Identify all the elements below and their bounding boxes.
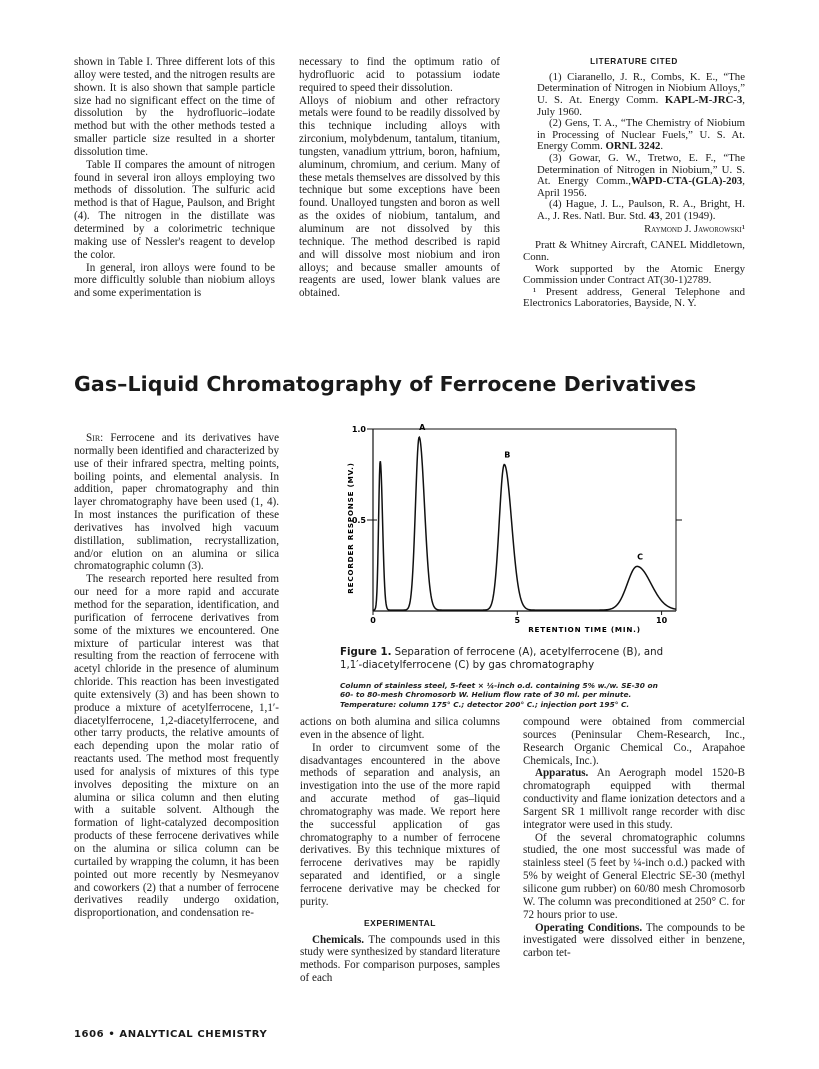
top-column-1 (74, 56, 275, 300)
chromatogram-trace (373, 437, 676, 610)
salutation: Sir: (86, 432, 104, 444)
peak-label: C (637, 552, 643, 562)
author-signature: Raymond J. Jaworowski¹ (644, 223, 745, 235)
x-tick-label: 10 (656, 616, 668, 625)
paragraph: In general, iron alloys were found to be more difficultly soluble than niobium alloys and some experimentation is (74, 261, 275, 300)
figure-caption: Figure 1. Separation of ferrocene (A), acetylferrocene (B), and 1,1′-diacetylferrocene (C) by gas chromatography (340, 647, 664, 671)
y-tick-label: 0.5 (351, 516, 366, 525)
paragraph: The research reported here resulted from our need for a more rapid and accurate method for the separation, identification, and purification of ferrocene derivatives from some of the mixtures we encountered. One mixture of particular interest was that resulting from the reaction of ferrocene with acetyl chloride in the presence of aluminum chloride. This reaction has been investigated quite extensively (3) and has been shown to produce a mixture of acetylferrocene, 1,1′-diacetylferrocene, 1,2-diacetylferrocene, and other tarry products, the relative amounts of each depending upon the molar ratio of reactants used. The method most frequently used for analysis of mixtures of this type involves depositing the mixture on an alumina or silica column and then eluting with a suitable solvent. Although the formation of light-catalyzed decomposition products of these ferrocene derivatives while on the alumina or silica column can be curtailed by wrapping the column, it has been pointed out more recently by Nesmeyanov and coworkers (2) that a number of ferrocene derivatives readily undergo oxidation, disproportionation, and condensation re- (74, 573, 279, 920)
reference-4: (4) Hague, J. L., Paulson, R. A., Bright, H. A., J. Res. Natl. Bur. Std. 43, 201 (1949). (537, 198, 745, 222)
x-tick-label: 0 (370, 616, 376, 625)
affiliation: Pratt & Whitney Aircraft, CANEL Middletown, Conn. (523, 239, 745, 263)
paragraph: Sir: Ferrocene and its derivatives have normally been identified and characterized by use of their infrared spectra, melting points, boiling points, and elemental analysis. In addition, paper chromatography and thin layer chromatography have been used (1, 4). In most instances the purification of these derivatives has involved high vacuum distillation, sublimation, recrystallization, and/or elution on an alumina or silica chromatographic column (3). (74, 432, 279, 573)
x-axis-label: RETENTION TIME (MIN.) (528, 625, 641, 634)
article-mid-column (300, 716, 500, 985)
paragraph: Operating Conditions. The compounds to be investigated were dissolved either in benzene, carbon tet- (523, 921, 745, 960)
peak-label: A (419, 423, 426, 433)
y-axis-label: RECORDER RESPONSE (MV.) (346, 462, 355, 594)
reference-3: (3) Gowar, G. W., Tretwo, E. F., “The Determination of Nitrogen in Niobium,” U. S. At. Energy Comm.,WAPD-CTA-(GLA)-203, April 1956. (537, 152, 745, 199)
page-footer: 1606 • ANALYTICAL CHEMISTRY (74, 1029, 268, 1040)
y-tick-label: 1.0 (351, 425, 366, 434)
paragraph: shown in Table I. Three different lots of this alloy were tested, and the nitrogen results are shown. It is also shown that sample particle size had no significant effect on the time of dissolution by the hydrofluoric–iodate method but with the other methods tested a smaller particle size resulted in a shorter dissolution time. (74, 56, 275, 158)
work-support-note: Work supported by the Atomic Energy Commission under Contract AT(30-1)2789. (523, 262, 745, 287)
literature-heading: LITERATURE CITED (590, 57, 678, 66)
literature-cited (523, 56, 745, 310)
top-column-2 (299, 56, 500, 300)
chromatogram-chart (330, 418, 806, 648)
reference-2: (2) Gens, T. A., “The Chemistry of Niobium in Processing of Nuclear Fuels,” U. S. At. Energy Comm. ORNL 3242. (537, 117, 745, 153)
paragraph: In order to circumvent some of the disadvantages encountered in the above methods of separation and analysis, an investigation into the use of the more rapid and accurate method of gas–liquid chromatography was made. We report here the successful application of gas chromatography to a number of ferrocene derivatives. By this technique mixtures of ferrocene derivatives may be rapidly separated and identified, or a single ferrocene derivative may be checked for purity. (300, 741, 500, 908)
paragraph: compound were obtained from commercial sources (Peninsular Chem-Research, Inc., Research Organic Chemical Co., Arapahoe Chemicals, Inc.). (523, 716, 745, 767)
paragraph: Of the several chromatographic columns studied, the one most successful was made of stainless steel (5 feet by ¼-inch o.d.) packed with 5% by weight of General Electric SE-30 (methyl silicone gum rubber) on 60/80 mesh Chromosorb W. The column was preconditioned at 250° C. for 72 hours prior to use. (523, 831, 745, 921)
article-left-column (74, 432, 279, 920)
paragraph: Alloys of niobium and other refractory metals were found to be readily dissolved by this technique including alloys with zirconium, molybdenum, tantalum, titanium, tungsten, vanadium yttrium, boron, hafnium, aluminum, chromium, and cerium. Many of these metals themselves are dissolved by this technique but some exceptions have been found. Unalloyed tungsten and boron as well as the oxides of niobium, tantalum, and aluminum are not dissolved by this technique. The method described is rapid and will dissolve most niobium and iron alloys; and because smaller amounts of reagents are used, lower blank values are obtained. (299, 94, 500, 300)
paragraph: necessary to find the optimum ratio of hydrofluoric acid to potassium iodate required to speed their dissolution. (299, 56, 500, 94)
article-right-column (523, 716, 745, 960)
article-title: Gas–Liquid Chromatography of Ferrocene Derivatives (74, 372, 697, 396)
author-footnote: ¹ Present address, General Telephone and Electronics Laboratories, Bayside, N. Y. (523, 285, 745, 310)
figure-subcaption: Column of stainless steel, 5-feet × ¼-inch o.d. containing 5% w./w. SE-30 on 60- to 80-mesh Chromosorb W. Helium flow rate of 30 ml. per minute. Temperature: column 175° C.; detector 200° C.; injection port 195° C. (340, 681, 658, 709)
paragraph: Apparatus. An Aerograph model 1520-B chromatograph equipped with thermal conductivity and flame ionization detectors and a Sargent SR 1 millivolt range recorder with disc integrator were used in this study. (523, 767, 745, 831)
x-tick-label: 5 (514, 616, 521, 625)
paragraph: Table II compares the amount of nitrogen found in several iron alloys employing two methods of dissolution. The sulfuric acid method is that of Hague, Paulson, and Bright (4). The nitrogen in the distillate was determined by a colorimetric technique making use of Nessler's reagent to develop the color. (74, 158, 275, 261)
section-heading: EXPERIMENTAL (364, 917, 436, 928)
peak-label: B (504, 450, 511, 460)
paragraph: Chemicals. The compounds used in this study were synthesized by standard literature methods. For comparison purposes, samples of each (300, 933, 500, 985)
reference-1: (1) Ciaranello, J. R., Combs, K. E., “The Determination of Nitrogen in Niobium Alloys,” U. S. At. Energy Comm. KAPL-M-JRC-3, July 1960. (537, 70, 745, 118)
paragraph: actions on both alumina and silica columns even in the absence of light. (300, 716, 500, 741)
